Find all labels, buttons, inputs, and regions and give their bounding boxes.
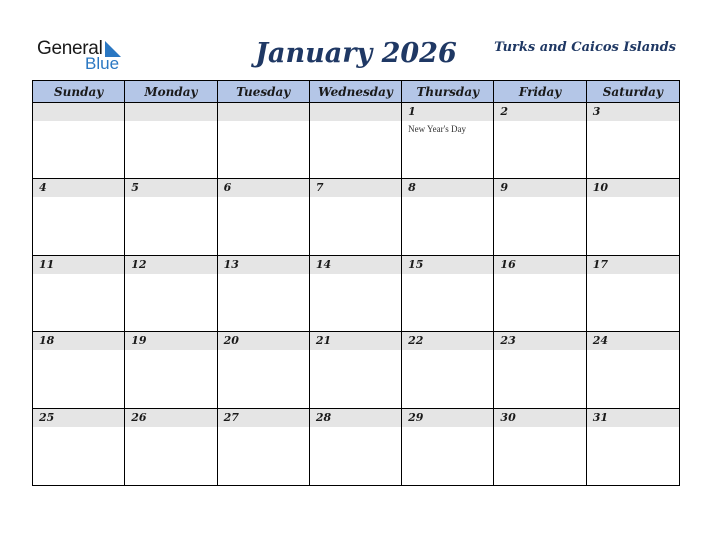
day-number: 7 <box>315 181 324 195</box>
day-number: 23 <box>500 334 516 348</box>
day-number: 18 <box>39 334 55 348</box>
day-number-band <box>402 103 493 121</box>
day-cell-1 <box>402 103 494 179</box>
day-cell-13 <box>218 256 310 332</box>
day-number: 10 <box>592 181 609 195</box>
day-cell-27 <box>218 409 310 485</box>
generalblue-logo <box>37 38 127 74</box>
day-cell-17 <box>587 256 679 332</box>
day-cell-2 <box>494 103 586 179</box>
day-number: 13 <box>223 257 239 271</box>
day-cell-8 <box>402 179 494 255</box>
day-cell-11 <box>33 256 125 332</box>
day-number: 12 <box>131 257 147 271</box>
logo-text-blue: Blue <box>85 54 120 73</box>
day-number: 2 <box>500 105 509 118</box>
day-number: 5 <box>131 181 139 195</box>
day-cell-6 <box>218 179 310 255</box>
day-number-band <box>218 103 309 121</box>
day-number: 28 <box>315 410 332 424</box>
weekday-header-tuesday: Tuesday <box>218 81 310 103</box>
day-cell-21 <box>310 332 402 408</box>
day-number: 3 <box>592 105 601 118</box>
day-cell-15 <box>402 256 494 332</box>
day-cell-29 <box>402 409 494 485</box>
weekday-header-monday: Monday <box>125 81 217 103</box>
day-number: 4 <box>39 181 47 195</box>
day-number: 1 <box>408 105 416 118</box>
day-cell-26 <box>125 409 217 485</box>
weekday-header-saturday: Saturday <box>587 81 679 103</box>
day-cell-23 <box>494 332 586 408</box>
holiday-label: New Year's Day <box>408 124 467 134</box>
day-cell-empty <box>125 103 217 179</box>
day-number: 16 <box>500 257 516 271</box>
day-cell-empty <box>218 103 310 179</box>
day-cell-25 <box>33 409 125 485</box>
day-cell-19 <box>125 332 217 408</box>
day-number: 15 <box>408 257 424 271</box>
day-number: 30 <box>500 410 516 424</box>
day-number: 8 <box>408 181 416 195</box>
day-cell-5 <box>125 179 217 255</box>
day-number: 6 <box>223 181 232 195</box>
day-cell-empty <box>33 103 125 179</box>
day-number-band <box>125 103 216 121</box>
day-cell-28 <box>310 409 402 485</box>
day-cell-14 <box>310 256 402 332</box>
day-number: 31 <box>592 410 609 424</box>
day-number-band <box>494 179 585 197</box>
region-name: Turks and Caicos Islands <box>494 40 676 55</box>
calendar-grid <box>32 80 680 486</box>
day-number: 25 <box>39 410 55 424</box>
day-number: 14 <box>315 257 332 271</box>
day-number-band <box>494 103 585 121</box>
day-cell-31 <box>587 409 679 485</box>
day-number-band <box>33 103 124 121</box>
day-cell-empty <box>310 103 402 179</box>
day-cell-22 <box>402 332 494 408</box>
logo-text-general: General <box>37 38 103 59</box>
day-number-band <box>587 103 679 121</box>
day-number-band <box>310 103 401 121</box>
weekday-header-wednesday: Wednesday <box>310 81 402 103</box>
day-number: 26 <box>131 410 147 424</box>
day-number: 11 <box>39 257 55 271</box>
day-number: 20 <box>223 334 239 348</box>
day-number: 22 <box>408 334 424 348</box>
day-cell-30 <box>494 409 586 485</box>
day-cell-18 <box>33 332 125 408</box>
weekday-header-friday: Friday <box>494 81 586 103</box>
day-number-band <box>33 179 124 197</box>
day-cell-9 <box>494 179 586 255</box>
day-number: 24 <box>592 334 609 348</box>
weekday-header-thursday: Thursday <box>402 81 494 103</box>
day-number: 27 <box>223 410 239 424</box>
day-cell-3 <box>587 103 679 179</box>
day-cell-16 <box>494 256 586 332</box>
day-number: 19 <box>131 334 147 348</box>
calendar-title: January 2026 <box>255 38 457 69</box>
day-cell-4 <box>33 179 125 255</box>
weekday-header-sunday: Sunday <box>33 81 125 103</box>
day-number: 21 <box>315 334 332 348</box>
day-number-band <box>218 179 309 197</box>
day-cell-10 <box>587 179 679 255</box>
day-number-band <box>125 179 216 197</box>
day-cell-12 <box>125 256 217 332</box>
day-cell-24 <box>587 332 679 408</box>
day-number: 9 <box>500 181 509 195</box>
day-number: 29 <box>408 410 424 424</box>
day-cell-7 <box>310 179 402 255</box>
day-cell-20 <box>218 332 310 408</box>
day-number: 17 <box>592 257 609 271</box>
